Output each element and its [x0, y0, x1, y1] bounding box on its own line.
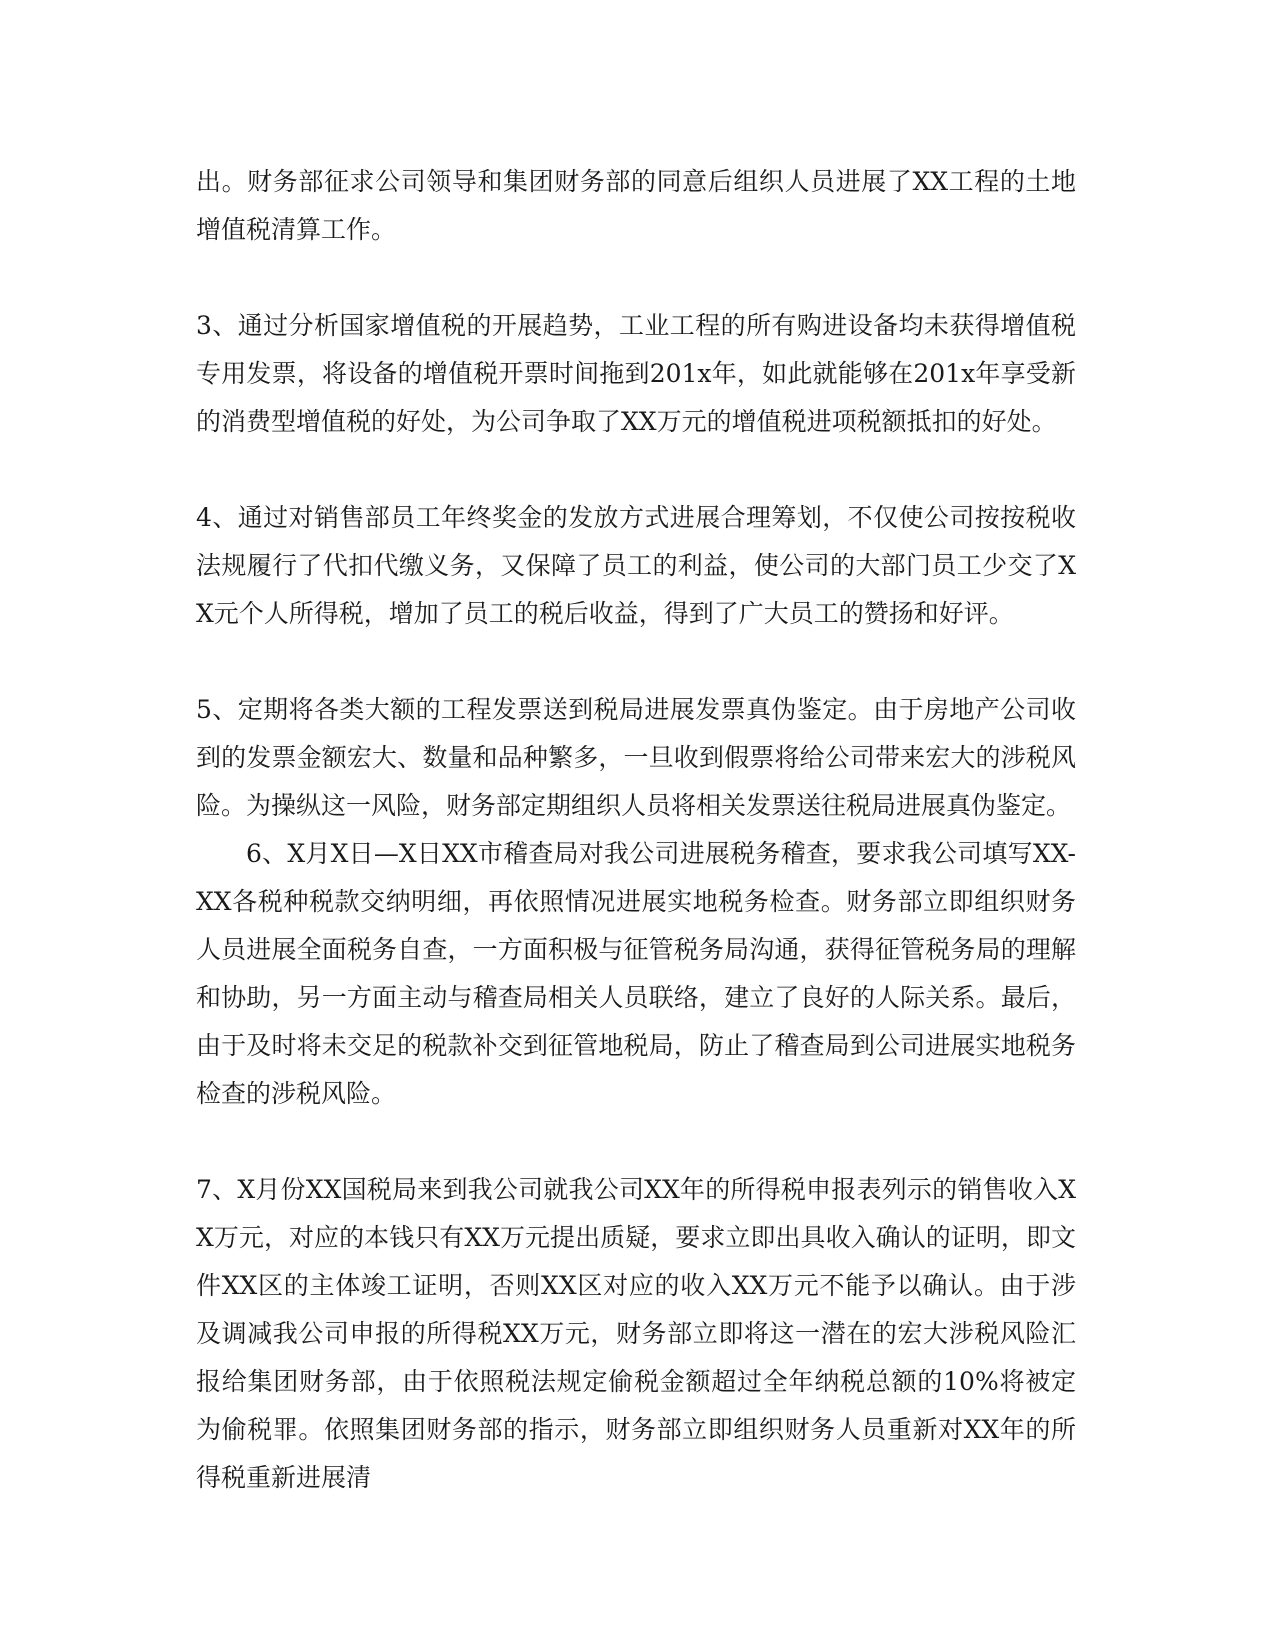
- paragraph-item-6: 6、X月X日—X日XX市稽查局对我公司进展税务稽查，要求我公司填写XX-XX各税种税款交纳明细，再依照情况进展实地税务检查。财务部立即组织财务人员进展全面税务自查，一方面积极与征管税务局沟通，获得征管税务局的理解和协助，另一方面主动与稽查局相关人员联络，建立了良好的人际关系。最后，由于及时将未交足的税款补交到征管地税局，防止了稽查局到公司进展实地税务检查的涉税风险。: [196, 839, 1076, 1108]
- document-body: [196, 158, 1076, 1502]
- paragraph-item-4: 4、通过对销售部员工年终奖金的发放方式进展合理筹划，不仅使公司按按税收法规履行了代扣代缴义务，又保障了员工的利益，使公司的大部门员工少交了XX元个人所得税，增加了员工的税后收益，得到了广大员工的赞扬和好评。: [196, 503, 1076, 628]
- paragraph-item-5: 5、定期将各类大额的工程发票送到税局进展发票真伪鉴定。由于房地产公司收到的发票金额宏大、数量和品种繁多，一旦收到假票将给公司带来宏大的涉税风险。为操纵这一风险，财务部定期组织人员将相关发票送往税局进展真伪鉴定。: [196, 695, 1076, 820]
- paragraph-item-3: 3、通过分析国家增值税的开展趋势，工业工程的所有购进设备均未获得增值税专用发票，将设备的增值税开票时间拖到201x年，如此就能够在201x年享受新的消费型增值税的好处，为公司争取了XX万元的增值税进项税额抵扣的好处。: [196, 311, 1076, 436]
- paragraph-item-7: 7、X月份XX国税局来到我公司就我公司XX年的所得税申报表列示的销售收入XX万元，对应的本钱只有XX万元提出质疑，要求立即出具收入确认的证明，即文件XX区的主体竣工证明，否则XX区对应的收入XX万元不能予以确认。由于涉及调减我公司申报的所得税XX万元，财务部立即将这一潜在的宏大涉税风险汇报给集团财务部，由于依照税法规定偷税金额超过全年纳税总额的10%将被定为偷税罪。依照集团财务部的指示，财务部立即组织财务人员重新对XX年的所得税重新进展清: [196, 1175, 1076, 1492]
- paragraph-continuation: 出。财务部征求公司领导和集团财务部的同意后组织人员进展了XX工程的土地增值税清算工作。: [196, 167, 1076, 244]
